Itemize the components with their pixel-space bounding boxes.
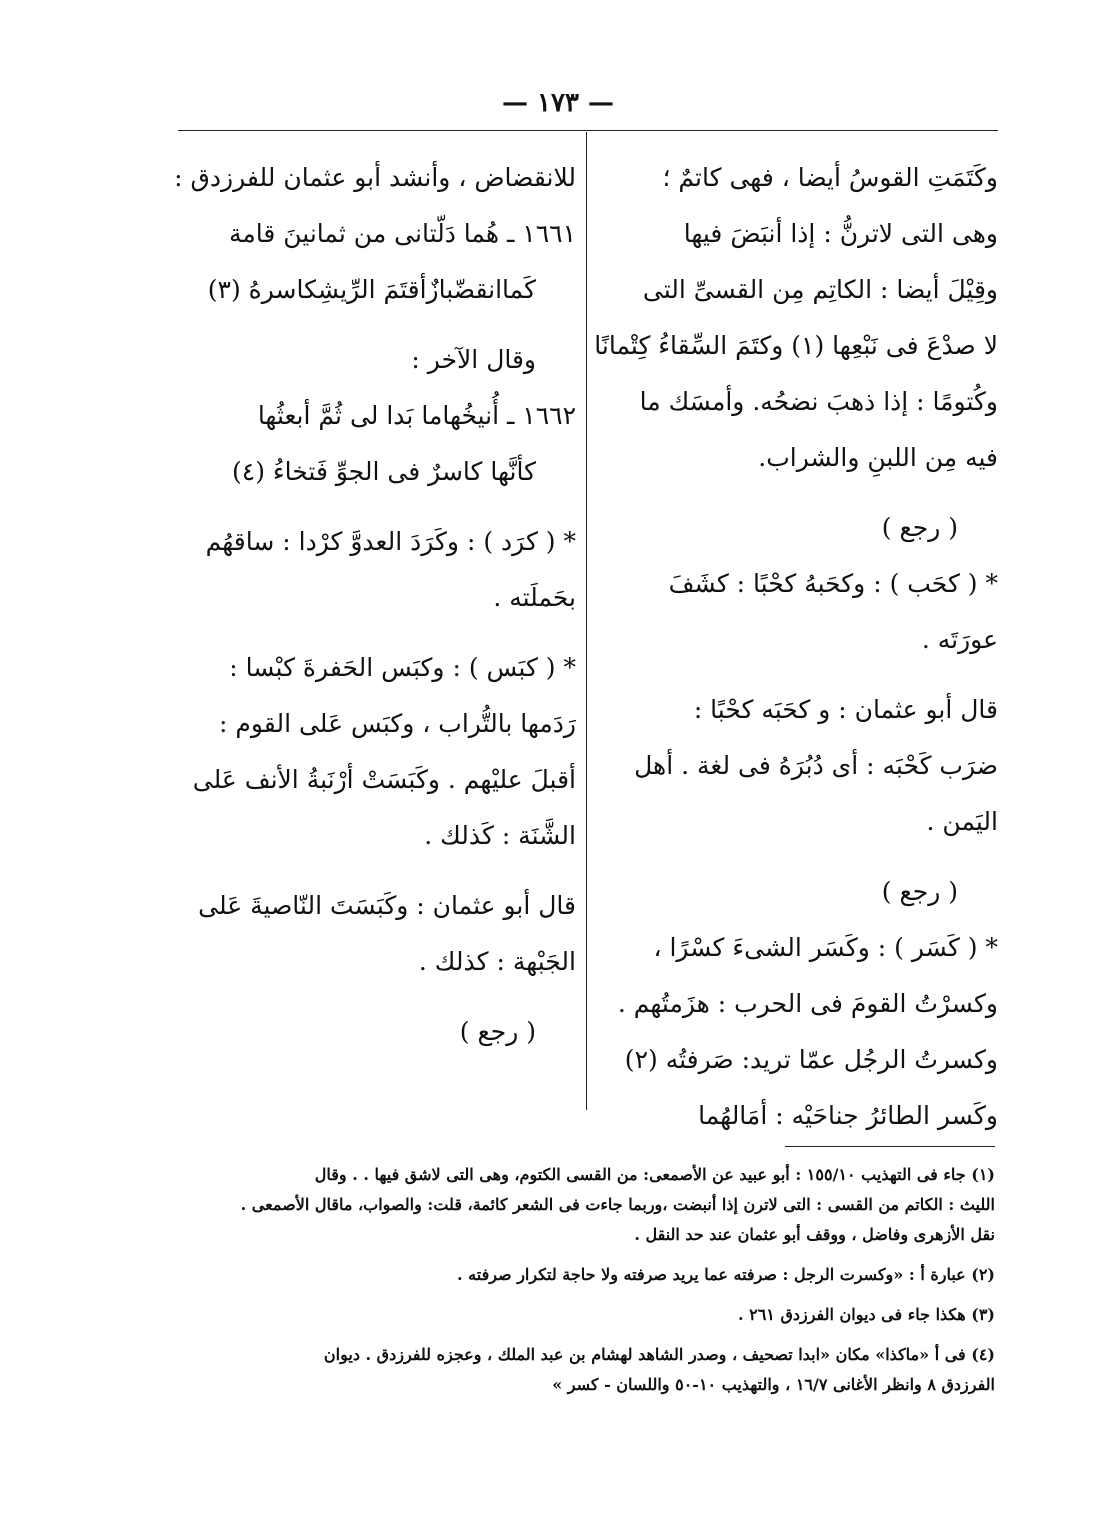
- text-line: لا صدْعَ فى نَبْعِها (١) وكتَمَ السِّقاءُ كِتْمانًا: [594, 331, 998, 360]
- header-rule: [178, 130, 998, 131]
- entry-line: الجَبْهة : كذلك .: [418, 947, 576, 976]
- section-heading: ( رجع ): [459, 1017, 536, 1046]
- footnotes: [180, 1160, 995, 1400]
- section-heading: ( رجع ): [881, 513, 958, 542]
- text-line: وقِيْلَ أيضا : الكاتِم مِن القسىِّ التى: [642, 275, 998, 304]
- text-line: وقال الآخر :: [411, 345, 536, 374]
- section-heading: ( رجع ): [881, 877, 958, 906]
- entry-line: رَدَمها بالتُّراب ، وكبَس عَلى القوم :: [219, 709, 576, 738]
- footnote-line: (١) جاء فى التهذيب ١٥٥/١٠ : أبو عبيد عن الأصمعى: من القسى الكتوم، وهى التى لاشق فيها . . وقال: [314, 1165, 995, 1184]
- entry-line: بحَملَته .: [493, 583, 576, 612]
- right-column: [594, 150, 998, 1144]
- footnote-line: (٣) هكذا جاء فى ديوان الفرزدق ٢٦١ .: [737, 1305, 995, 1324]
- verse-line: ١٦٦٢ ـ أُنيخُهاما بَدا لى ثُمَّ أبعثُها: [257, 401, 576, 430]
- verse-line: كأنَّها كاسرٌ فى الجوِّ فَتخاءُ (٤): [232, 457, 536, 486]
- text-line: وكَتَمَتِ القوسُ أيضا ، فهى كاتمٌ ؛: [662, 163, 998, 192]
- footnote-line: (٤) فى أ «ماكذا» مكان «ابدا تصحيف ، وصدر الشاهد لهشام بن عبد الملك ، وعجزه للفرزدق . ديوان: [323, 1345, 995, 1364]
- entry-line: * ( كحَب ) : وكحَبهُ كحْبًا : كشَفَ: [668, 569, 998, 598]
- verse-line: ١٦٦١ ـ هُما دَلّتانى من ثمانينَ قامة: [228, 219, 576, 248]
- text-line: وهى التى لاترنُّ : إذا أنبَضَ فيها: [683, 219, 998, 248]
- page-number: — ١٧٣ —: [501, 88, 615, 118]
- entry-line: الشَّنَة : كَذلك .: [424, 821, 576, 850]
- text-line: فيه مِن اللبنِ والشراب.: [758, 443, 998, 472]
- footnote-rule: [785, 1146, 995, 1147]
- column-divider: [586, 132, 587, 1110]
- entry-line: * ( كرَد ) : وكَرَدَ العدوَّ كرْدا : ساقهُم: [205, 527, 576, 556]
- entry-line: عورَتَه .: [921, 625, 998, 654]
- entry-line: ضرَب كَحْبَه : أى دُبُرَهُ فى لغة . أهل: [634, 751, 998, 780]
- entry-line: * ( كَسَر ) : وكَسَر الشىءَ كسْرًا ،: [653, 933, 998, 962]
- left-column: [174, 150, 576, 1060]
- footnote-line: الفرزدق ٨ وانظر الأغانى ١٦/٧ ، والتهذيب ١٠-٥٠ واللسان - كسر »: [552, 1375, 995, 1394]
- entry-line: وكسرْتُ القومَ فى الحرب : هزَمتُهم .: [617, 989, 998, 1018]
- footnote-line: الليث : الكاتم من القسى : التى لاترن إذا أنبضت ،وربما جاءت فى الشعر كائمة، قلت: والصواب، ماقال الأصمعى .: [240, 1195, 995, 1214]
- entry-line: قال أبو عثمان : وكَبَسَتَ النّاصيةَ عَلى: [198, 891, 576, 920]
- text-line: للانقضاض ، وأنشد أبو عثمان للفرزدق :: [174, 163, 576, 192]
- footnote-line: نقل الأزهرى وفاضل ، ووقف أبو عثمان عند حد النقل .: [634, 1225, 995, 1244]
- entry-line: أقبلَ عليْهم . وكَبَسَتْ أرْنَبةُ الأنف عَلى: [192, 765, 576, 794]
- verse-line: كَماانقضّبازٌأقتَمَ الرِّيشِكاسرهُ (٣): [207, 275, 536, 304]
- entry-line: وكَسر الطائرُ جناحَيْه : أمَالهُما: [698, 1101, 998, 1130]
- footnote-line: (٢) عبارة أ : «وكسرت الرجل : صرفته عما يريد صرفته ولا حاجة لتكرار صرفته .: [457, 1265, 995, 1284]
- text-line: وكُتومًا : إذا ذهبَ نضحُه. وأمسَك ما: [639, 387, 998, 416]
- entry-line: * ( كبَس ) : وكبَس الحَفرةَ كبْسا :: [229, 653, 576, 682]
- entry-line: وكسرتُ الرجُل عمّا تريد: صَرفتُه (٢): [624, 1045, 998, 1074]
- entry-line: اليَمن .: [926, 807, 998, 836]
- entry-line: قال أبو عثمان : و كحَبَه كحْبًا :: [693, 695, 998, 724]
